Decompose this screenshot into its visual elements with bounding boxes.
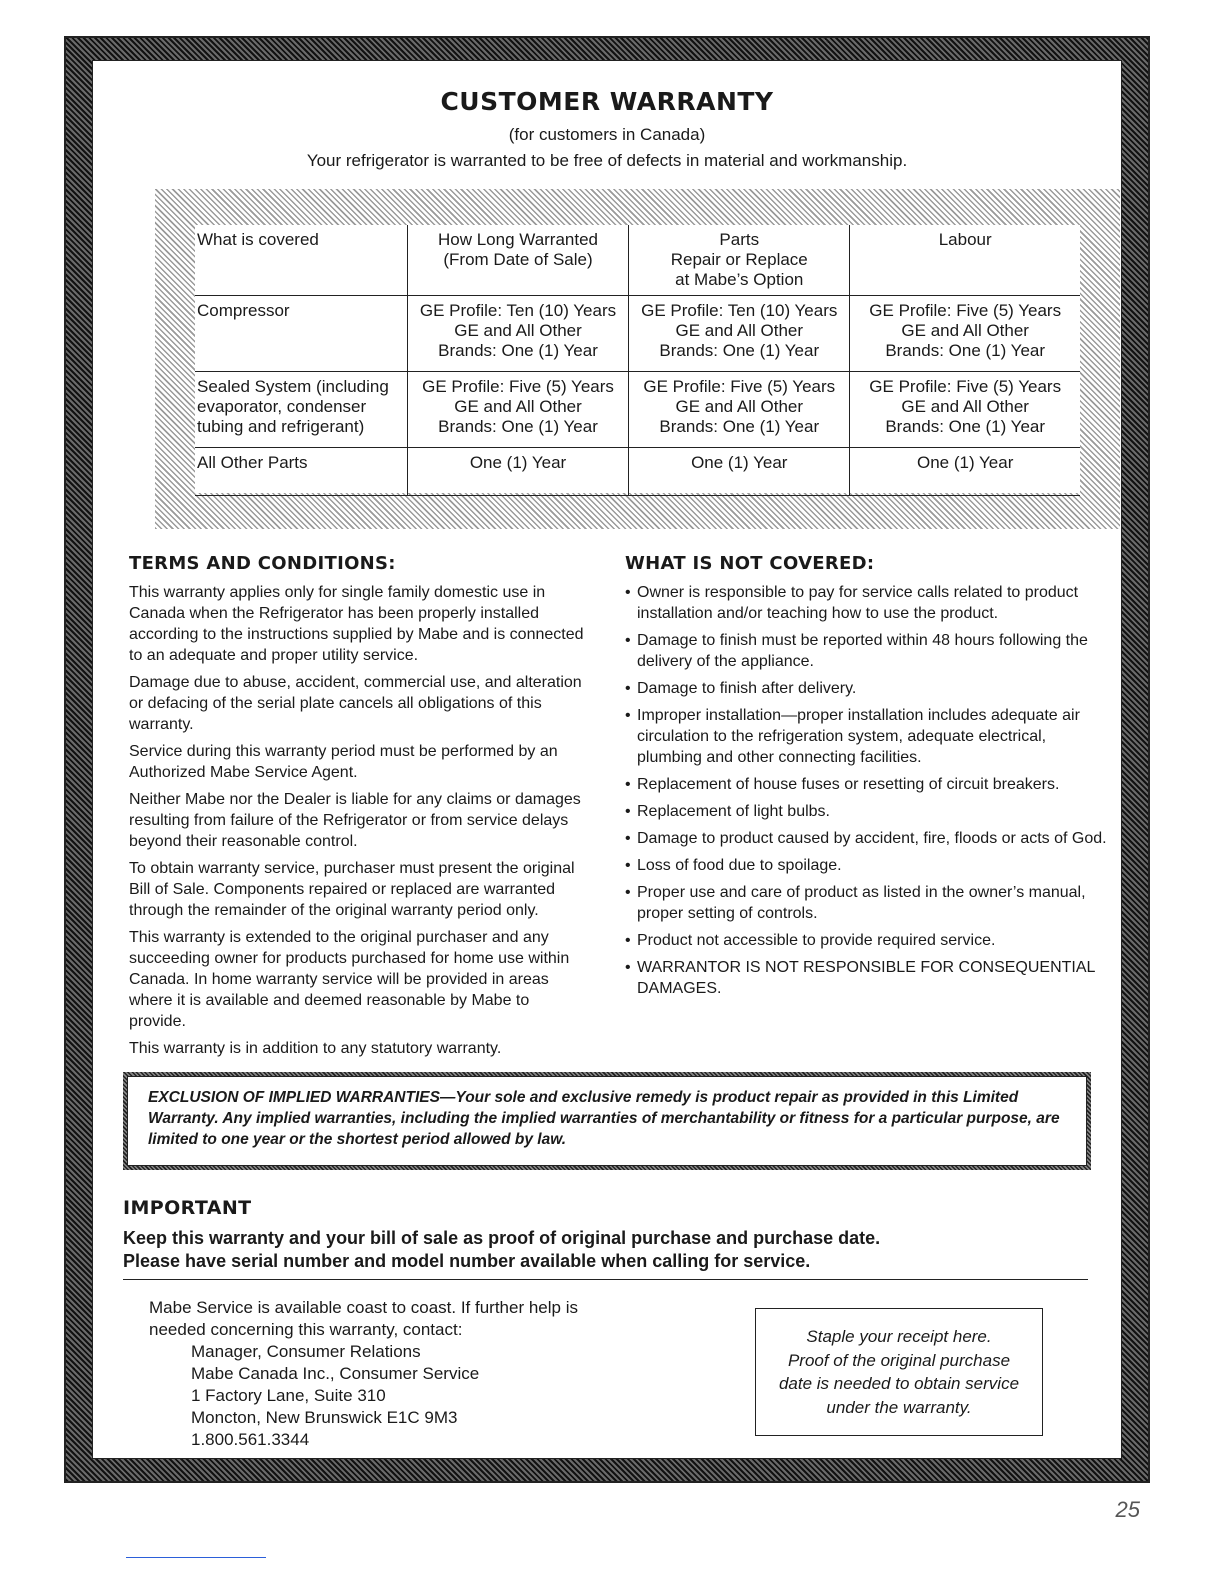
table-cell: Compressor — [195, 296, 407, 372]
page-number: 25 — [1115, 1497, 1140, 1522]
list-item: • Damage to product caused by accident, fire, floods or acts of God. — [625, 828, 1115, 849]
receipt-line: under the warranty. — [826, 1397, 972, 1417]
warranty-panel — [92, 60, 1122, 1459]
terms-heading: TERMS AND CONDITIONS: — [129, 553, 396, 574]
table-cell: GE Profile: Ten (10) Years GE and All Other Brands: One (1) Year — [629, 296, 850, 372]
table-cell: One (1) Year — [850, 448, 1080, 496]
phone-number: 1.800.561.3344 — [191, 1430, 310, 1449]
terms-paragraph: Service during this warranty period must be performed by an Authorized Mabe Service Agent. — [129, 743, 558, 781]
exclusion-box — [123, 1072, 1091, 1170]
contact-address — [191, 1341, 609, 1451]
address-line: 1 Factory Lane, Suite 310 — [191, 1386, 386, 1405]
divider — [123, 1279, 1088, 1280]
table-cell: All Other Parts — [195, 448, 407, 496]
table-row — [195, 448, 1080, 496]
terms-paragraph: Damage due to abuse, accident, commercial use, and alteration or defacing of the serial plate cancels all obligations of this warranty. — [129, 674, 582, 733]
header-cell: How Long Warranted (From Date of Sale) — [407, 225, 628, 296]
list-item: • Damage to finish after delivery. — [625, 678, 1115, 699]
warranty-intro: Your refrigerator is warranted to be free of defects in material and workmanship. — [306, 151, 908, 170]
receipt-staple-box — [755, 1308, 1043, 1436]
footer-divider — [126, 1557, 266, 1558]
list-item: • WARRANTOR IS NOT RESPONSIBLE FOR CONSEQUENTIAL DAMAGES. — [625, 957, 1115, 999]
page-subtitle: (for customers in Canada) — [508, 125, 706, 144]
list-item: • Replacement of light bulbs. — [625, 801, 1115, 822]
terms-paragraph: This warranty is extended to the original purchaser and any succeeding owner for products purchased for home use within Canada. In home warranty service will be provided in areas where it is available and deemed reasonable by Mabe to provide. — [129, 929, 570, 1030]
table-cell: Sealed System (including evaporator, condenser tubing and refrigerant) — [195, 372, 407, 448]
important-heading: IMPORTANT — [123, 1197, 252, 1219]
table-cell: GE Profile: Five (5) Years GE and All Other Brands: One (1) Year — [629, 372, 850, 448]
table-cell: GE Profile: Five (5) Years GE and All Other Brands: One (1) Year — [407, 372, 628, 448]
list-item: • Improper installation—proper installation includes adequate air circulation to the refrigeration system, adequate electrical, plumbing and other connecting facilities. — [625, 705, 1115, 768]
terms-section — [129, 553, 589, 1065]
header-cell: What is covered — [195, 225, 407, 296]
address-line: Mabe Canada Inc., Consumer Service — [191, 1364, 480, 1383]
table-header-row — [195, 225, 1080, 296]
exclusion-text: EXCLUSION OF IMPLIED WARRANTIES—Your sole and exclusive remedy is product repair as provided in this Limited Warranty. Any implied warranties, including the implied warranties of merchantability or fitness for a particular purpose, are limited to one year or the shortest period allowed by law. — [127, 1076, 1087, 1166]
list-item: • Owner is responsible to pay for service calls related to product installation and/or teaching how to use the product. — [625, 582, 1115, 624]
table-cell: GE Profile: Five (5) Years GE and All Other Brands: One (1) Year — [850, 372, 1080, 448]
table-cell: One (1) Year — [629, 448, 850, 496]
coverage-table-frame — [155, 189, 1120, 529]
table-row — [195, 296, 1080, 372]
important-line: Please have serial number and model number available when calling for service. — [123, 1251, 811, 1271]
page-title: CUSTOMER WARRANTY — [440, 87, 774, 116]
table-cell: GE Profile: Ten (10) Years GE and All Other Brands: One (1) Year — [407, 296, 628, 372]
list-item: • Replacement of house fuses or resetting of circuit breakers. — [625, 774, 1115, 795]
not-covered-list — [625, 582, 1115, 999]
table-cell: GE Profile: Five (5) Years GE and All Other Brands: One (1) Year — [850, 296, 1080, 372]
table-cell: One (1) Year — [407, 448, 628, 496]
receipt-line: Proof of the original purchase — [787, 1350, 1011, 1370]
page-border — [64, 36, 1150, 1483]
table-row — [195, 372, 1080, 448]
list-item: • Damage to finish must be reported within 48 hours following the delivery of the appliance. — [625, 630, 1115, 672]
contact-intro: Mabe Service is available coast to coast. If further help is needed concerning this warranty, contact: — [149, 1298, 578, 1339]
header-cell: Parts Repair or Replace at Mabe’s Option — [629, 225, 850, 296]
address-line: Moncton, New Brunswick E1C 9M3 — [191, 1408, 458, 1427]
header-cell: Labour — [850, 225, 1080, 296]
terms-paragraph: This warranty is in addition to any statutory warranty. — [129, 1040, 502, 1057]
terms-paragraph: To obtain warranty service, purchaser must present the original Bill of Sale. Components repaired or replaced are warranted through the remainder of the original warranty period only. — [129, 860, 575, 919]
not-covered-heading: WHAT IS NOT COVERED: — [625, 553, 875, 574]
important-notes — [123, 1227, 880, 1273]
receipt-line: date is needed to obtain service — [778, 1374, 1020, 1393]
coverage-table — [195, 225, 1080, 496]
not-covered-section — [625, 553, 1115, 1005]
list-item: • Proper use and care of product as listed in the owner’s manual, proper setting of controls. — [625, 882, 1115, 924]
important-line: Keep this warranty and your bill of sale as proof of original purchase and purchase date. — [123, 1228, 881, 1248]
contact-section — [149, 1297, 609, 1451]
terms-paragraph: This warranty applies only for single family domestic use in Canada when the Refrigerator has been properly installed according to the instructions supplied by Mabe and is connected to an adequate and proper utility service. — [129, 584, 584, 664]
receipt-line: Staple your receipt here. — [806, 1327, 992, 1346]
terms-paragraph: Neither Mabe nor the Dealer is liable for any claims or damages resulting from failure of the Refrigerator or from service delays beyond their reasonable control. — [129, 791, 581, 850]
list-item: • Product not accessible to provide required service. — [625, 930, 1115, 951]
address-line: Manager, Consumer Relations — [191, 1342, 421, 1361]
list-item: • Loss of food due to spoilage. — [625, 855, 1115, 876]
